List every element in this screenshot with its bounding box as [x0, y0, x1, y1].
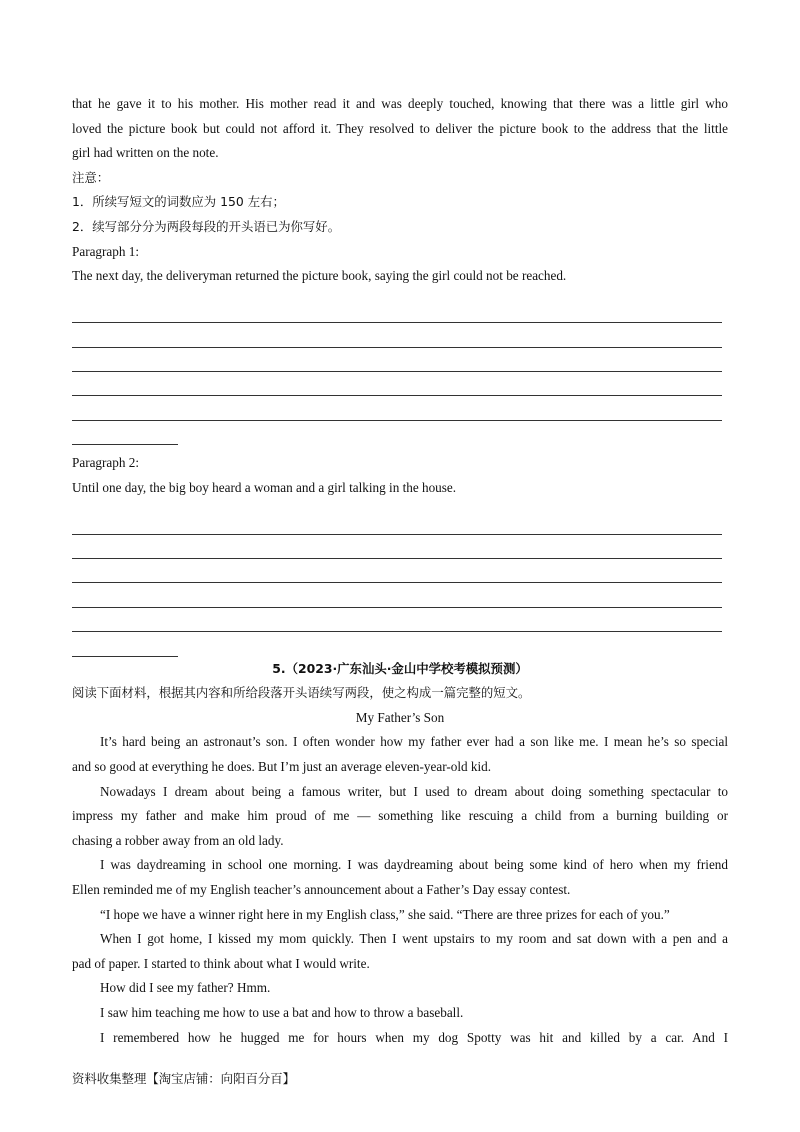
- passage-line: chasing a robber away from an old lady.: [72, 832, 284, 848]
- writing-line-short: [72, 421, 178, 445]
- writing-line: [72, 583, 722, 607]
- passage-line: I saw him teaching me how to use a bat and how to throw a baseball.: [100, 1004, 464, 1020]
- passage-title: My Father’s Son: [355, 709, 445, 725]
- notes-heading: 注意：: [72, 169, 110, 185]
- passage-line: I remembered how he hugged me for hours when my dog Spotty was hit and killed by a car. And I: [100, 1029, 728, 1045]
- passage-line: “I hope we have a winner right here in my English class,” she said. “There are three prizes for each of you.”: [100, 906, 670, 922]
- passage-line: impress my father and make him proud of me — something like rescuing a child from a burning building or: [72, 808, 728, 824]
- note-item: 2．续写部分分为两段每段的开头语已为你写好。: [72, 218, 341, 234]
- passage-body: [72, 730, 728, 1050]
- passage-line: I was daydreaming in school one morning. I was daydreaming about being some kind of hero when my friend: [100, 857, 728, 873]
- note-item: 1．所续写短文的词数应为 150 左右；: [72, 194, 285, 210]
- writing-line: [72, 323, 722, 347]
- paragraph1-label: Paragraph 1:: [72, 243, 140, 259]
- page-content: [72, 92, 728, 1050]
- question-5-heading: 5.（2023·广东汕头·金山中学校考模拟预测）: [272, 660, 528, 676]
- writing-line: [72, 559, 722, 583]
- writing-line: [72, 396, 722, 420]
- passage-line: It’s hard being an astronaut’s son. I often wonder how my father ever had a son like me. I mean he’s so special: [100, 734, 728, 750]
- passage-line: pad of paper. I started to think about what I would write.: [72, 955, 370, 971]
- writing-line: [72, 535, 722, 559]
- passage-line: When I got home, I kissed my mom quickly. Then I went upstairs to my room and sat down with a pen and a: [100, 931, 728, 947]
- paragraph2-opening: Until one day, the big boy heard a woman and a girl talking in the house.: [72, 479, 457, 495]
- footer-source: 资料收集整理【淘宝店铺：向阳百分百】: [72, 1071, 296, 1086]
- intro-line: girl had written on the note.: [72, 145, 219, 161]
- intro-line: that he gave it to his mother. His mother read it and was deeply touched, knowing that there was a little girl who: [72, 96, 728, 111]
- writing-line: [72, 510, 722, 534]
- writing-line: [72, 372, 722, 396]
- paragraph1-opening: The next day, the deliveryman returned the picture book, saying the girl could not be reached.: [72, 268, 567, 284]
- writing-line: [72, 608, 722, 632]
- paragraph1-writing-area: [72, 299, 728, 445]
- paragraph2-label: Paragraph 2:: [72, 455, 140, 471]
- writing-line-short: [72, 632, 178, 656]
- writing-line: [72, 348, 722, 372]
- paragraph2-writing-area: [72, 510, 728, 656]
- passage-line: Ellen reminded me of my English teacher’s announcement about a Father’s Day essay contest.: [72, 881, 571, 897]
- question-5-instruction: 阅读下面材料，根据其内容和所给段落开头语续写两段，使之构成一篇完整的短文。: [72, 685, 531, 701]
- passage-line: Nowadays I dream about being a famous writer, but I used to dream about doing something spectacular to: [100, 783, 728, 799]
- intro-line: loved the picture book but could not afford it. They resolved to deliver the picture book to the address that the little: [72, 120, 728, 136]
- passage-line: and so good at everything he does. But I’m just an average eleven-year-old kid.: [72, 759, 492, 774]
- writing-line: [72, 299, 722, 323]
- passage-line: How did I see my father? Hmm.: [100, 980, 271, 996]
